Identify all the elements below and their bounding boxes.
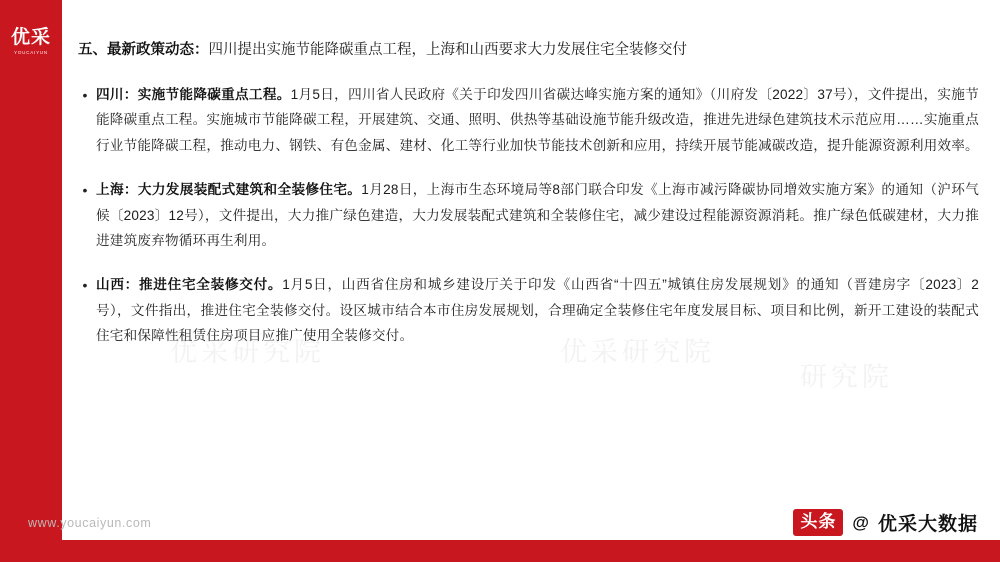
section-heading: [78, 40, 978, 60]
list-item: [74, 177, 979, 253]
list-item-text: 1月5日，四川省人民政府《关于印发四川省碳达峰实施方案的通知》（川府发〔2022〕37号），文件提出，实施节能降碳重点工程。实施城市节能降碳工程，开展建筑、交通、照明、供热等基础设施节能升级改造，推进先进绿色建筑技术示范应用……实施重点行业节能降碳工程，推动电力、钢铁、有色金属、建材、化工等行业加快节能技术创新和应用，持续开展节能减碳改造，提升能源资源利用效率。: [96, 87, 979, 153]
list-item-lead: 山西：推进住宅全装修交付。: [96, 277, 283, 293]
section-heading-text: 四川提出实施节能降碳重点工程，上海和山西要求大力发展住宅全装修交付: [208, 42, 687, 58]
logo: [8, 22, 54, 62]
brand-name: 优采大数据: [877, 514, 978, 535]
left-accent-bar: [0, 0, 62, 562]
list-item: [74, 82, 979, 158]
bottom-accent-bar: [0, 540, 1000, 562]
bullet-list: [74, 82, 979, 368]
slide-content: [62, 0, 1000, 562]
list-item-body: [96, 272, 979, 348]
logo-mark: 优采: [10, 27, 51, 49]
list-item: [74, 272, 979, 348]
footer-brand: [793, 509, 978, 536]
bullet-marker-icon: •: [82, 182, 88, 199]
list-item-body: [96, 82, 979, 158]
at-symbol-icon: @: [852, 512, 869, 532]
list-item-lead: 四川：实施节能降碳重点工程。: [96, 87, 291, 102]
bullet-marker-icon: •: [82, 87, 88, 103]
footer-website-url: www.youcaiyun.com: [28, 516, 152, 530]
toutiao-badge: 头条: [793, 509, 843, 535]
bullet-marker-icon: •: [82, 277, 88, 294]
watermark-text: 研究院: [800, 362, 893, 392]
section-heading-label: 五、最新政策动态：: [78, 42, 209, 58]
list-item-text: 1月5日，山西省住房和城乡建设厅关于印发《山西省“十四五”城镇住房发展规划》的通知（晋建房字〔2023〕2号），文件指出，推进住宅全装修交付。设区城市结合本市住房发展规划，合理确定全装修住宅年度发展目标、项目和比例，新开工建设的装配式住宅和保障性租赁住房项目应推广使用全装修交付。: [96, 277, 979, 344]
list-item-body: [96, 177, 979, 253]
logo-subtitle: YOUCAIYUN: [14, 50, 48, 56]
watermark-text: 优采研究院: [170, 337, 325, 367]
list-item-text: 1月28日，上海市生态环境局等8部门联合印发《上海市减污降碳协同增效实施方案》的通知（沪环气候〔2023〕12号），文件提出，大力推广绿色建造，大力发展装配式建筑和全装修住宅，减少建设过程能源资源消耗。推广绿色低碳建材，大力推进建筑废弃物循环再生利用。: [96, 182, 979, 249]
list-item-lead: 上海：大力发展装配式建筑和全装修住宅。: [96, 182, 362, 198]
watermark-text: 优采研究院: [560, 337, 715, 367]
